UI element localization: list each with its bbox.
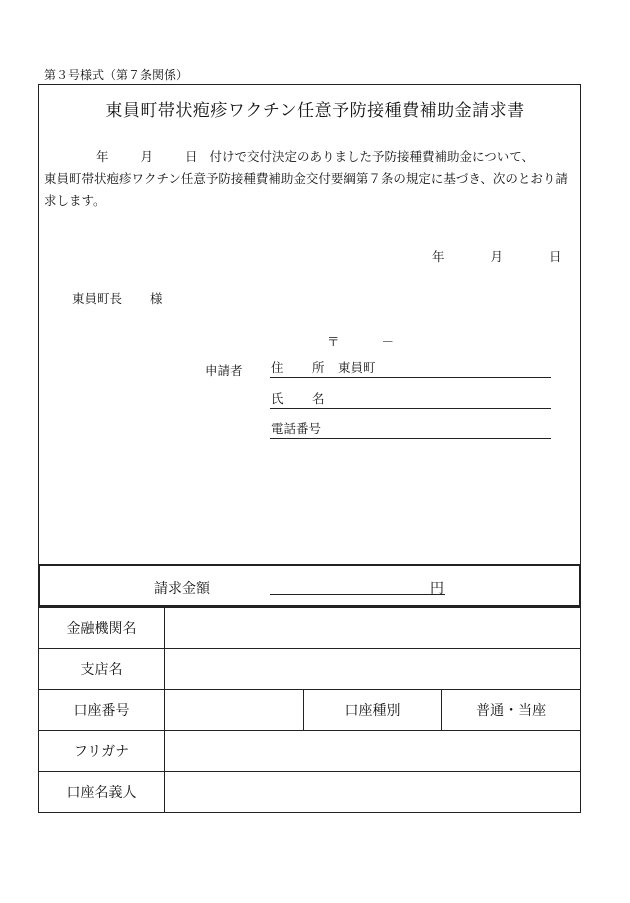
account-type-options[interactable]: 普通・当座 [442,690,581,731]
addressee-honorific: 様 [150,291,163,306]
postal-code [327,332,394,350]
amount-unit: 円 [430,581,444,597]
request-statement [44,146,579,212]
account-type-label: 口座種別 [303,690,442,731]
form-title: 東員町帯状疱疹ワクチン任意予防接種費補助金請求書 [105,101,525,121]
amount-box [38,564,581,607]
applicant-label: 申請者 [205,363,243,378]
statement-month: 月 [140,149,154,164]
table-row [39,772,581,813]
bank-account-table [38,607,581,813]
branch-input[interactable] [165,649,581,690]
name-label-1: 氏 [271,391,284,406]
table-row [39,608,581,649]
name-field[interactable] [270,390,551,409]
institution-label: 金融機関名 [39,608,165,649]
addressee [72,289,163,307]
postal-dash: － [381,334,395,349]
phone-label: 電話番号 [271,421,322,436]
statement-line2: 東員町帯状疱疹ワクチン任意予防接種費補助金交付要綱第７条の規定に基づき、次のとおり請求します。 [44,171,568,208]
form-number: 第３号様式（第７条関係） [44,68,189,82]
address-value: 東員町 [338,360,376,375]
statement-line1: 付けで交付決定のありました予防接種費補助金について、 [209,149,535,164]
statement-day: 日 [185,149,198,164]
institution-input[interactable] [165,608,581,649]
account-number-label: 口座番号 [39,690,165,731]
table-row [39,690,581,731]
account-holder-label: 口座名義人 [39,772,165,813]
addressee-name: 東員町長 [72,291,123,306]
date-month: 月 [490,249,504,264]
amount-label: 請求金額 [154,581,210,597]
address-field[interactable] [270,359,551,378]
table-row [39,649,581,690]
date-year: 年 [432,249,445,264]
furigana-input[interactable] [165,731,581,772]
postal-mark: 〒 [327,334,340,349]
application-date [432,247,562,265]
account-holder-input[interactable] [165,772,581,813]
name-label-2: 名 [312,391,325,406]
branch-label: 支店名 [39,649,165,690]
address-label-2: 所 [312,360,325,375]
amount-input[interactable] [270,594,445,595]
statement-year: 年 [96,149,109,164]
address-label-1: 住 [271,360,284,375]
date-day: 日 [549,249,562,264]
account-number-input[interactable] [165,690,304,731]
furigana-label: フリガナ [39,731,165,772]
phone-field[interactable] [270,420,551,439]
table-row [39,731,581,772]
